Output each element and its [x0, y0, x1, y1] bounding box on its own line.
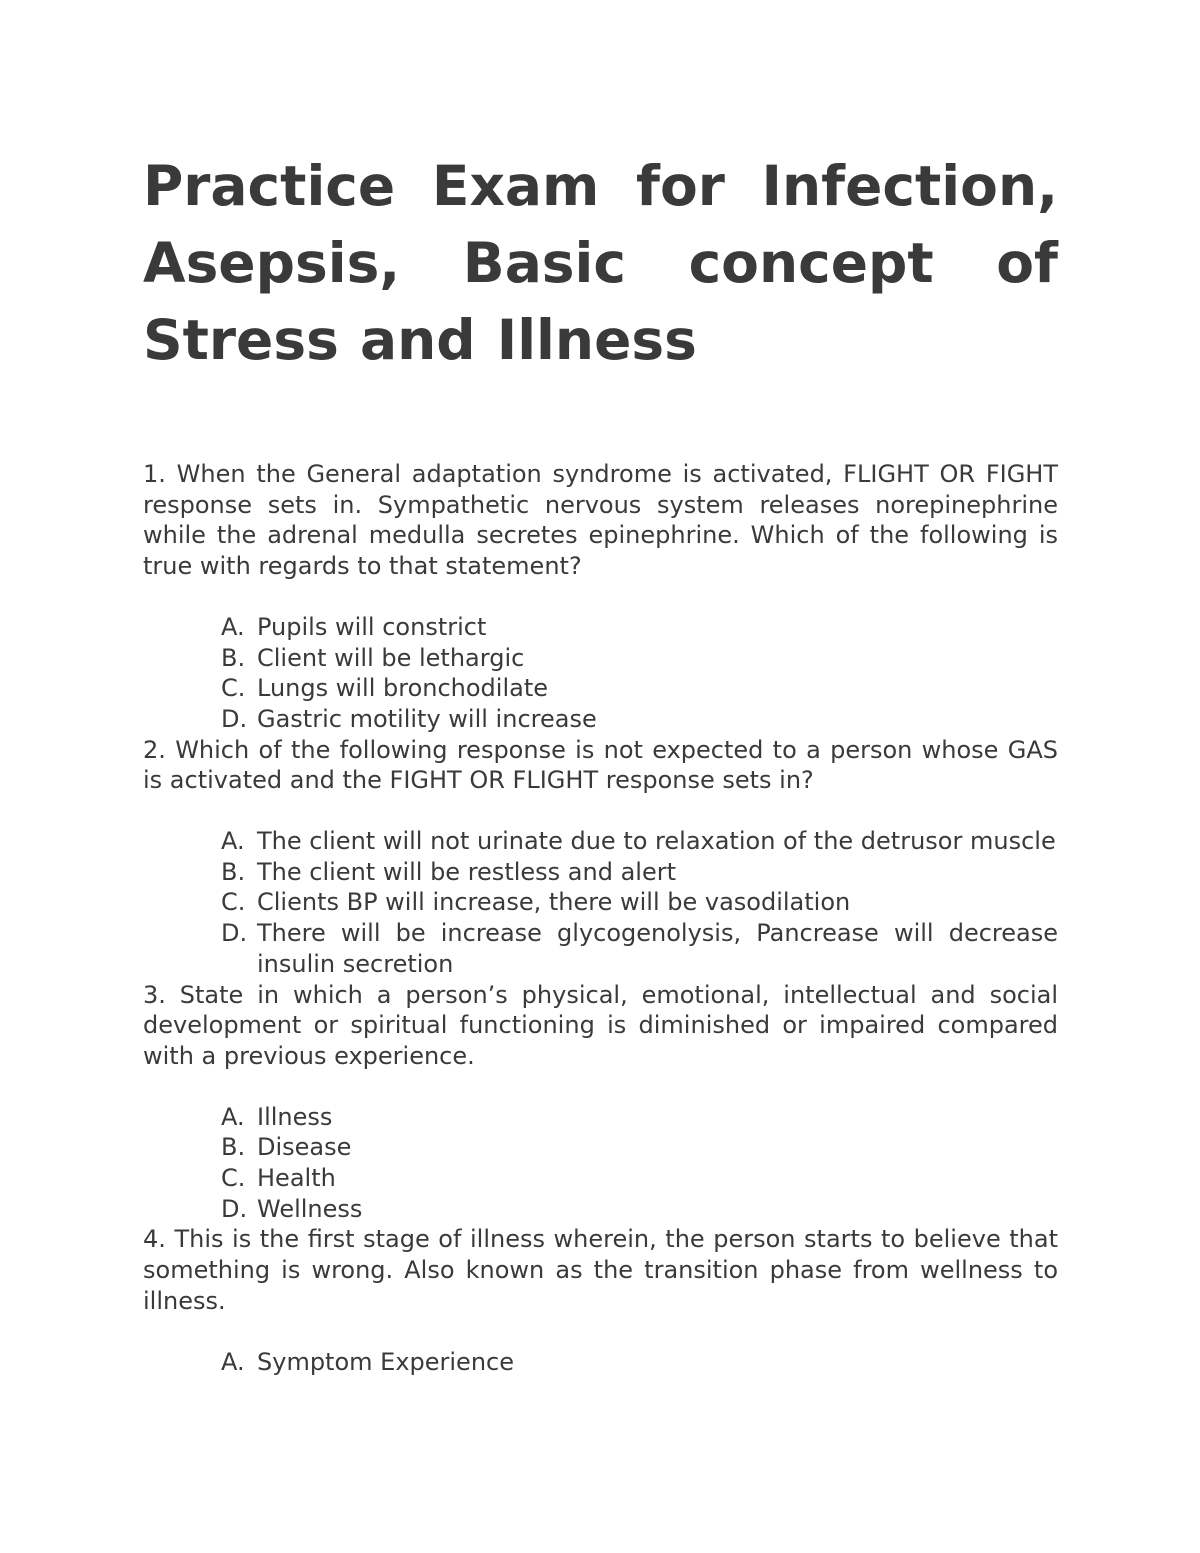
option [221, 643, 1058, 674]
option [221, 704, 1058, 735]
option-text: Health [257, 1164, 336, 1193]
option-letter: B. [221, 1133, 246, 1162]
option [221, 1347, 1058, 1378]
title-line-1: Practice Exam for Infection, [143, 154, 1058, 218]
question-3-text: 3. State in which a person’s physical, emotional, intellectual and social development or spiritual functioning is diminished or impaired compared with a previous experience. [143, 980, 1058, 1070]
option-text: Gastric motility will increase [257, 704, 597, 733]
question-2-text: 2. Which of the following response is not expected to a person whose GAS is activated and the FIGHT OR FLIGHT response sets in? [143, 735, 1058, 795]
option-letter: C. [221, 674, 246, 703]
option [221, 857, 1058, 888]
question-4-options [143, 1347, 1058, 1378]
option-text: Disease [257, 1133, 352, 1162]
option-letter: C. [221, 1164, 246, 1193]
option-letter: D. [221, 704, 248, 733]
option-letter: C. [221, 888, 246, 917]
question-3-options [143, 1102, 1058, 1225]
question-4-text: 4. This is the first stage of illness wherein, the person starts to believe that something is wrong. Also known as the transition phase from wellness to illness. [143, 1225, 1058, 1315]
option [221, 1163, 1058, 1194]
question-1-options [143, 612, 1058, 735]
option [221, 612, 1058, 643]
document-page [143, 148, 1058, 1377]
question-2 [143, 735, 1058, 980]
option [221, 1194, 1058, 1225]
option-text: Symptom Experience [257, 1347, 514, 1376]
option-text: The client will be restless and alert [257, 857, 676, 886]
option [221, 887, 1058, 918]
option-text: There will be increase glycogenolysis, Pancrease will decrease insulin secretion [257, 919, 1058, 978]
option [221, 918, 1058, 979]
option-text: Wellness [257, 1194, 363, 1223]
option [221, 1102, 1058, 1133]
option-text: Clients BP will increase, there will be vasodilation [257, 888, 851, 917]
option-letter: A. [221, 1102, 245, 1131]
option-letter: B. [221, 643, 246, 672]
option-text: Illness [257, 1102, 333, 1131]
option-text: Pupils will constrict [257, 612, 487, 641]
document-title [143, 148, 1058, 379]
title-line-3: Stress and Illness [143, 308, 697, 372]
option [221, 673, 1058, 704]
option-letter: B. [221, 857, 246, 886]
option-letter: A. [221, 827, 245, 856]
option-letter: A. [221, 1347, 245, 1376]
question-3 [143, 980, 1058, 1225]
option-letter: A. [221, 612, 245, 641]
option-text: The client will not urinate due to relaxation of the detrusor muscle [257, 827, 1056, 856]
option [221, 826, 1058, 857]
question-1-text: 1. When the General adaptation syndrome is activated, FLIGHT OR FIGHT response sets in. Sympathetic nervous system releases norepinephrine while the adrenal medulla secretes epinephrine. Which of the following is true with regards to that statement? [143, 460, 1058, 581]
option-letter: D. [221, 919, 248, 948]
question-1 [143, 459, 1058, 735]
option [221, 1132, 1058, 1163]
question-4 [143, 1224, 1058, 1377]
title-line-2: Asepsis, Basic concept of [143, 231, 1058, 295]
question-2-options [143, 826, 1058, 980]
option-text: Client will be lethargic [257, 643, 525, 672]
option-letter: D. [221, 1194, 248, 1223]
option-text: Lungs will bronchodilate [257, 674, 549, 703]
